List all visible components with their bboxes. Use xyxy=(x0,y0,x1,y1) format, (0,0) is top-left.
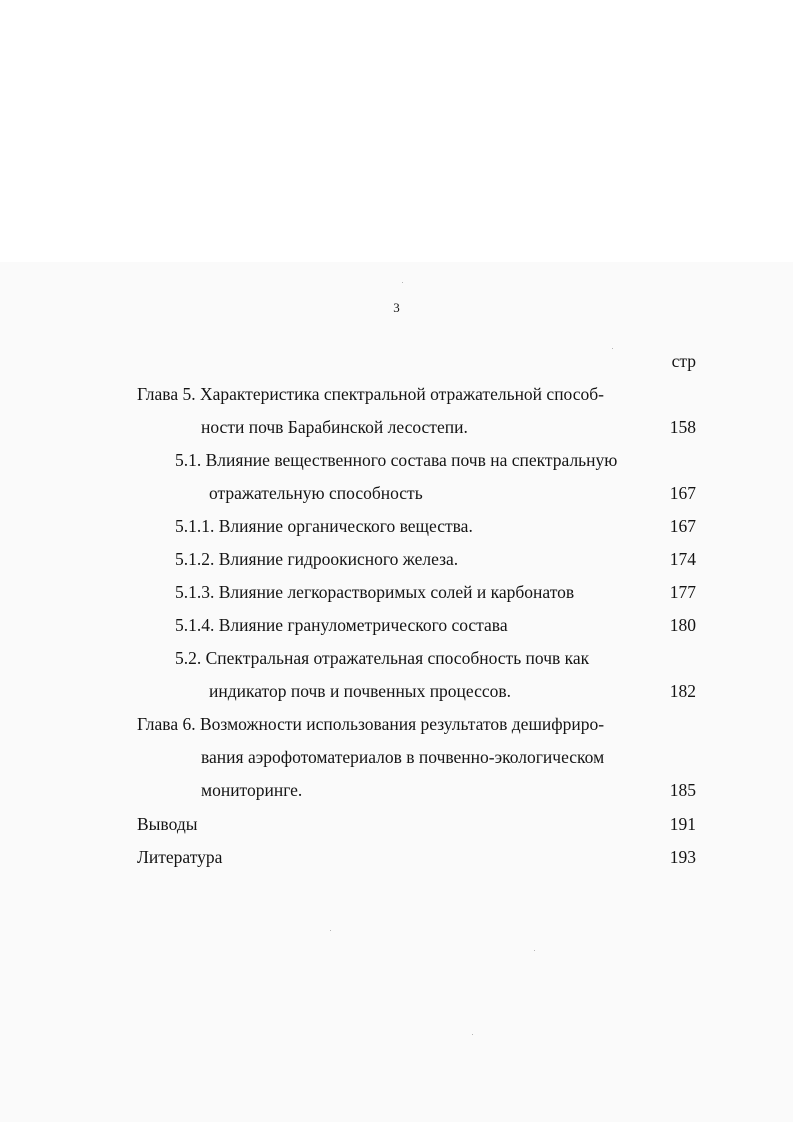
scan-speck xyxy=(330,930,331,931)
toc-section-5-1-title-line-1: 5.1. Влияние вещественного состава почв на спектральную xyxy=(175,450,618,470)
toc-section-5-1-1-title: 5.1.1. Влияние органического вещества. xyxy=(175,516,473,536)
scan-speck xyxy=(612,348,613,349)
toc-section-5-1-2-title: 5.1.2. Влияние гидроокисного железа. xyxy=(175,549,459,569)
toc-section-5-1-4-title: 5.1.4. Влияние гранулометрического состава xyxy=(175,615,508,635)
toc-section-5-1-1-page: 167 xyxy=(669,516,696,536)
toc-chapter-5-title-line-2: ности почв Барабинской лесостепи. xyxy=(201,417,468,437)
toc-section-5-1-title-line-2: отражательную способность xyxy=(209,483,423,503)
toc-literature-page: 193 xyxy=(669,847,696,867)
page-number: 3 xyxy=(393,300,400,315)
scan-speck xyxy=(534,950,535,951)
page-column-label: стр xyxy=(671,351,696,371)
toc-section-5-1-4-page: 180 xyxy=(669,615,696,635)
toc-section-5-1-page: 167 xyxy=(669,483,696,503)
toc-chapter-6-title-line-1: Глава 6. Возможности использования результатов дешифриро- xyxy=(137,714,605,734)
toc-chapter-6-title-line-3: мониторинге. xyxy=(201,780,303,800)
toc-section-5-2-title-line-1: 5.2. Спектральная отражательная способность почв как xyxy=(175,648,590,668)
toc-section-5-1-2-page: 174 xyxy=(669,549,696,569)
toc-conclusions-page: 191 xyxy=(669,814,696,834)
toc-section-5-1-3-title: 5.1.3. Влияние легкорастворимых солей и карбонатов xyxy=(175,582,575,602)
toc-chapter-6-page: 185 xyxy=(669,780,696,800)
toc-conclusions-title: Выводы xyxy=(137,814,198,834)
toc-chapter-6-title-line-2: вания аэрофотоматериалов в почвенно-экологическом xyxy=(201,747,605,767)
scan-speck xyxy=(402,282,403,283)
toc-chapter-5-title-line-1: Глава 5. Характеристика спектральной отражательной способ- xyxy=(137,384,604,404)
scan-speck xyxy=(472,1034,473,1035)
scan-top-margin xyxy=(0,0,793,262)
toc-section-5-2-page: 182 xyxy=(669,681,696,701)
toc-literature-title: Литература xyxy=(137,847,223,867)
toc-section-5-1-3-page: 177 xyxy=(669,582,696,602)
toc-section-5-2-title-line-2: индикатор почв и почвенных процессов. xyxy=(209,681,512,701)
toc-chapter-5-page: 158 xyxy=(669,417,696,437)
